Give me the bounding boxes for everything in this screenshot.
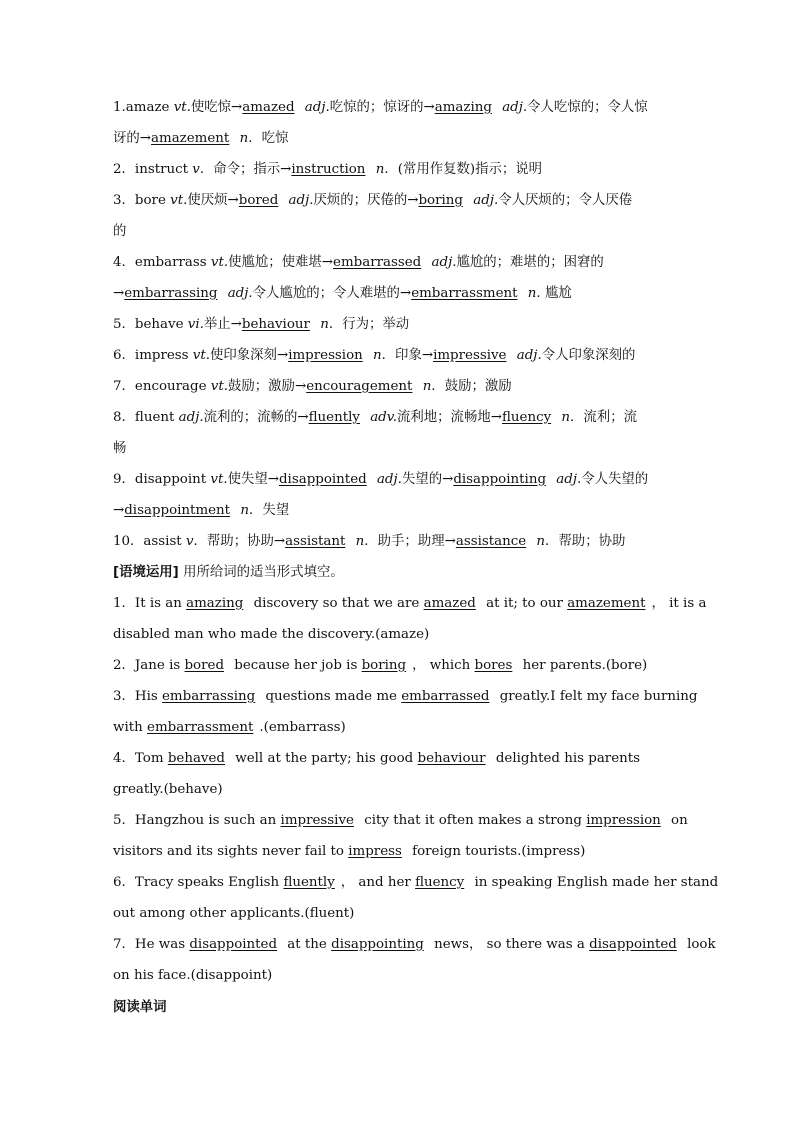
- answer-blank: disappointing: [331, 937, 424, 952]
- text-run: 令人吃惊的；令人惊: [527, 100, 648, 115]
- part-of-speech: adj.: [473, 193, 499, 208]
- part-of-speech: n: [561, 410, 571, 425]
- text-run: in speaking English made her stand: [470, 875, 719, 890]
- text-run: 2．instruct: [113, 162, 193, 177]
- text-run: 5．behave: [113, 317, 188, 332]
- answer-blank: bored: [238, 193, 279, 208]
- part-of-speech: adv.: [370, 410, 397, 425]
- text-run: on his face.(disappoint): [113, 968, 273, 983]
- answer-blank: assistant: [285, 534, 346, 549]
- text-run: city that it often makes a strong: [359, 813, 587, 828]
- part-of-speech: vt.: [210, 255, 229, 270]
- answer-blank: impression: [288, 348, 363, 363]
- text-run: ．流利；流: [570, 410, 637, 425]
- text-run: 举止→: [203, 317, 242, 332]
- answer-blank: impressive: [280, 813, 354, 828]
- part-of-speech: v: [192, 162, 200, 177]
- part-of-speech: n: [422, 379, 432, 394]
- text-run: 7．He was: [113, 937, 190, 952]
- text-run: 厌烦的；厌倦的→: [313, 193, 419, 208]
- part-of-speech: adj.: [288, 193, 314, 208]
- text-run: 鼓励；激励→: [228, 379, 307, 394]
- part-of-speech: adj.: [431, 255, 457, 270]
- text-run: 尴尬的；难堪的；困窘的: [456, 255, 604, 270]
- text-run: ．助手；助理→: [364, 534, 456, 549]
- text-run: 5．Hangzhou is such an: [113, 813, 281, 828]
- text-run: visitors and its sights never fail to: [113, 844, 349, 859]
- answer-blank: amazing: [186, 596, 244, 611]
- part-of-speech: vi.: [187, 317, 204, 332]
- part-of-speech: adj.: [556, 472, 582, 487]
- document-body: [113, 92, 719, 1022]
- text-run: →: [113, 286, 125, 301]
- answer-blank: amazed: [423, 596, 476, 611]
- text-line: [113, 464, 688, 495]
- part-of-speech: vt.: [192, 348, 210, 363]
- answer-blank: assistance: [455, 534, 527, 549]
- text-run: because her job is: [230, 658, 362, 673]
- text-run: with: [113, 720, 148, 735]
- answer-blank: impressive: [433, 348, 507, 363]
- answer-blank: disappointed: [278, 472, 367, 487]
- text-run: out among other applicants.(fluent): [113, 906, 355, 921]
- answer-blank: instruction: [291, 162, 366, 177]
- text-line: [113, 371, 688, 402]
- text-run: well at the party; his good: [231, 751, 418, 766]
- answer-blank: behaved: [167, 751, 225, 766]
- part-of-speech: n: [536, 534, 546, 549]
- answer-blank: disappointed: [589, 937, 677, 952]
- text-run: 使失望→: [227, 472, 279, 487]
- text-run: ．失望: [248, 503, 290, 518]
- text-run: 6．Tracy speaks English: [113, 875, 284, 890]
- text-run: 流利的；流畅的→: [203, 410, 309, 425]
- part-of-speech: n.: [527, 286, 541, 301]
- text-run: 使吃惊→: [190, 100, 243, 115]
- text-run: 失望的→: [401, 472, 454, 487]
- part-of-speech: n: [239, 131, 249, 146]
- text-run: 尴尬: [540, 286, 572, 301]
- text-run: 吃惊的；惊讶的→: [329, 100, 435, 115]
- answer-blank: amazement: [567, 596, 646, 611]
- answer-blank: fluently: [308, 410, 360, 425]
- text-run: 使厌烦→: [187, 193, 239, 208]
- text-run: 1．It is an: [113, 596, 187, 611]
- text-run: 使印象深刻→: [210, 348, 289, 363]
- text-run: at it; to our: [481, 596, 568, 611]
- text-line: [113, 898, 688, 929]
- text-run: →: [113, 503, 125, 518]
- text-run: 4．Tom: [113, 751, 168, 766]
- text-run: on: [666, 813, 688, 828]
- answer-blank: fluency: [501, 410, 552, 425]
- text-line: [113, 309, 688, 340]
- text-run: 7．encourage: [113, 379, 211, 394]
- part-of-speech: adj.: [304, 100, 330, 115]
- text-line: [113, 247, 688, 278]
- answer-blank: disappointed: [189, 937, 278, 952]
- text-line: [113, 92, 688, 123]
- text-run: look: [682, 937, 716, 952]
- text-run: ．鼓励；激励: [431, 379, 512, 394]
- text-run: foreign tourists.(impress): [407, 844, 586, 859]
- part-of-speech: vt.: [210, 379, 228, 394]
- text-line: [113, 960, 688, 991]
- text-line: [113, 743, 688, 774]
- answer-blank: fluency: [415, 875, 465, 890]
- answer-blank: behaviour: [417, 751, 486, 766]
- part-of-speech: adj.: [502, 100, 528, 115]
- text-run: ， and her: [340, 875, 416, 890]
- text-line: [113, 278, 688, 309]
- text-run: 讶的→: [113, 131, 152, 146]
- text-run: 8．fluent: [113, 410, 179, 425]
- text-line: [113, 433, 688, 464]
- answer-blank: bores: [474, 658, 513, 673]
- text-line: [113, 154, 688, 185]
- text-run: ．吃惊: [248, 131, 289, 146]
- answer-blank: impress: [348, 844, 402, 859]
- part-of-speech: vt.: [210, 472, 228, 487]
- text-run: 令人尴尬的；令人难堪的→: [252, 286, 412, 301]
- text-run: ．命令；指示→: [199, 162, 292, 177]
- part-of-speech: vt.: [170, 193, 188, 208]
- part-of-speech: n: [355, 534, 365, 549]
- text-run: 9．disappoint: [113, 472, 211, 487]
- answer-blank: disappointment: [124, 503, 231, 518]
- text-line: [113, 867, 719, 898]
- text-run: 流利地；流畅地→: [397, 410, 502, 425]
- text-run: her parents.(bore): [518, 658, 648, 673]
- part-of-speech: adj.: [516, 348, 542, 363]
- text-run: 令人厌烦的；令人厌倦: [498, 193, 633, 208]
- text-run: 2．Jane is: [113, 658, 185, 673]
- text-run: 3．His: [113, 689, 162, 704]
- text-run: ．帮助；协助: [545, 534, 626, 549]
- text-run: ， which: [412, 658, 475, 673]
- text-run: 1.amaze: [113, 100, 174, 115]
- answer-blank: amazement: [151, 131, 230, 146]
- text-line: [113, 402, 688, 433]
- text-run: 令人印象深刻的: [541, 348, 636, 363]
- text-run: discovery so that we are: [249, 596, 424, 611]
- answer-blank: disappointing: [453, 472, 547, 487]
- text-line: [113, 588, 707, 619]
- text-run: ， it is a: [651, 596, 707, 611]
- text-run: ．(常用作复数)指示；说明: [384, 162, 543, 177]
- text-line: [113, 557, 688, 588]
- text-run: greatly.(behave): [113, 782, 223, 797]
- part-of-speech: n: [373, 348, 382, 363]
- text-line: [113, 836, 688, 867]
- text-run: questions made me: [261, 689, 402, 704]
- text-line: [113, 805, 688, 836]
- section-title: 阅读单词: [113, 1000, 167, 1015]
- answer-blank: boring: [361, 658, 407, 673]
- text-run: delighted his parents: [491, 751, 641, 766]
- text-line: [113, 340, 688, 371]
- answer-blank: embarrassment: [147, 720, 254, 735]
- text-line: [113, 619, 688, 650]
- part-of-speech: adj.: [376, 472, 402, 487]
- text-run: disabled man who made the discovery.(amaze): [113, 627, 430, 642]
- text-line: [113, 216, 688, 247]
- text-run: ．帮助；协助→: [193, 534, 286, 549]
- answer-blank: embarrassing: [162, 689, 256, 704]
- part-of-speech: adj.: [227, 286, 253, 301]
- part-of-speech: vt.: [173, 100, 191, 115]
- part-of-speech: n: [240, 503, 249, 518]
- answer-blank: embarrassment: [411, 286, 518, 301]
- answer-blank: fluently: [283, 875, 335, 890]
- answer-blank: embarrassed: [333, 255, 422, 270]
- text-run: 10．assist: [113, 534, 186, 549]
- answer-blank: embarrassing: [124, 286, 218, 301]
- part-of-speech: v: [185, 534, 194, 549]
- text-line: [113, 495, 688, 526]
- text-run: greatly.I felt my face burning: [495, 689, 698, 704]
- section-heading: [语境运用]: [113, 565, 179, 580]
- text-run: 使尴尬；使难堪→: [228, 255, 334, 270]
- answer-blank: amazing: [434, 100, 492, 115]
- text-run: news， so there was a: [429, 937, 590, 952]
- text-run: 的: [113, 224, 127, 239]
- text-run: 畅: [113, 441, 127, 456]
- text-line: [113, 650, 688, 681]
- answer-blank: behaviour: [241, 317, 310, 332]
- text-run: .(embarrass): [259, 720, 346, 735]
- text-line: [113, 712, 688, 743]
- text-line: [113, 774, 688, 805]
- answer-blank: impression: [586, 813, 661, 828]
- text-line: [113, 526, 688, 557]
- answer-blank: embarrassed: [401, 689, 490, 704]
- answer-blank: encouragement: [306, 379, 413, 394]
- text-run: at the: [283, 937, 332, 952]
- text-line: [113, 929, 716, 960]
- part-of-speech: adj.: [178, 410, 204, 425]
- text-run: 4．embarrass: [113, 255, 211, 270]
- answer-blank: boring: [418, 193, 463, 208]
- text-line: [113, 123, 688, 154]
- part-of-speech: n: [320, 317, 329, 332]
- text-run: 令人失望的: [581, 472, 649, 487]
- text-line: [113, 991, 688, 1022]
- text-run: 3．bore: [113, 193, 171, 208]
- text-run: ．印象→: [381, 348, 434, 363]
- part-of-speech: n: [375, 162, 385, 177]
- answer-blank: amazed: [242, 100, 295, 115]
- answer-blank: bored: [184, 658, 225, 673]
- text-run: 用所给词的适当形式填空。: [178, 565, 344, 580]
- text-line: [113, 185, 688, 216]
- text-line: [113, 681, 698, 712]
- text-run: 6．impress: [113, 348, 193, 363]
- text-run: ．行为；举动: [328, 317, 410, 332]
